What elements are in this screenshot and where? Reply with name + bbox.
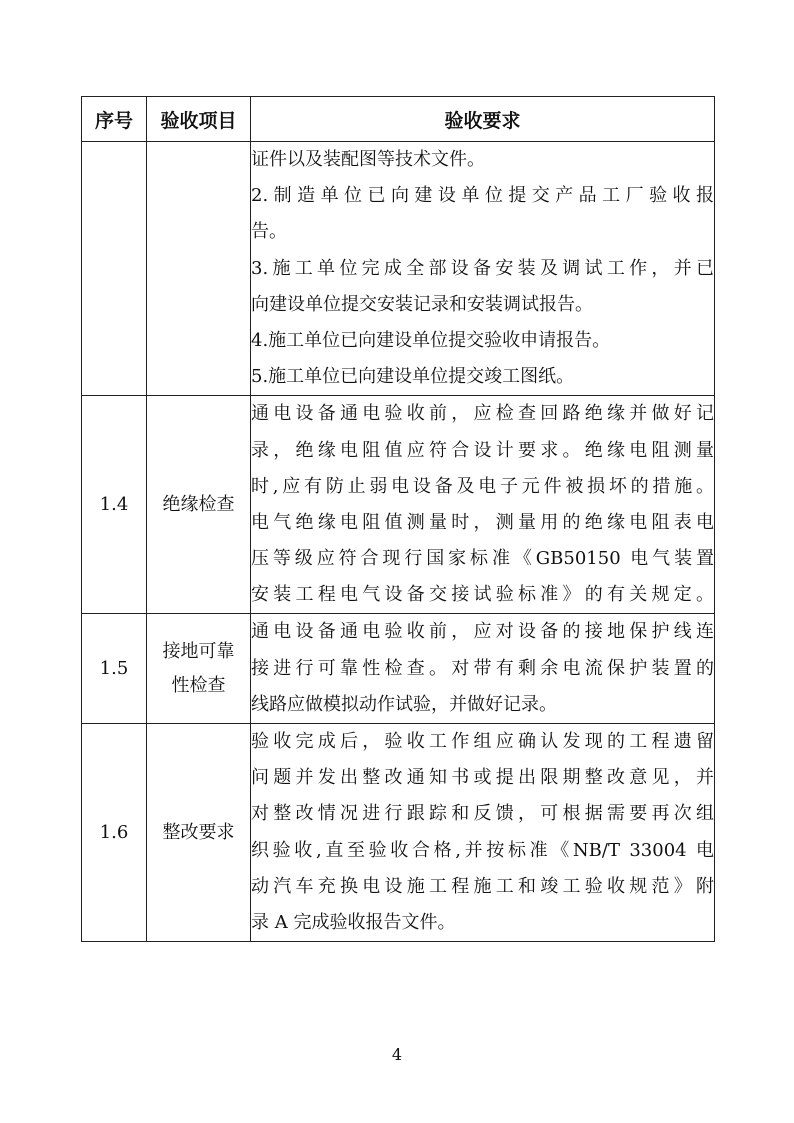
requirement-text-line: 录 A 完成验收报告文件。 [251,911,456,933]
row-acceptance-item [147,614,251,724]
page-number: 4 [391,1045,403,1064]
row-acceptance-requirement [251,614,715,724]
requirement-text-line: 证件以及装配图等技术文件。 [251,149,485,170]
requirement-text-line: 动汽车充换电设施工程施工和竣工验收规范》附 [251,875,714,897]
requirement-text-line: 4.施工单位已向建设单位提交验收申请报告。 [251,329,611,351]
row-serial-no: 1.4 [82,396,147,614]
requirement-text-line: 通电设备通电验收前，应对设备的接地保护线连 [251,621,714,643]
row-acceptance-item [147,142,251,396]
requirement-text-line: 电气绝缘电阻值测量时，测量用的绝缘电阻表电 [251,511,714,533]
item-text-line: 性检查 [171,674,226,696]
table-row [82,614,715,724]
requirement-text-line: 安装工程电气设备交接试验标准》的有关规定。 [251,584,714,606]
requirement-text-line: 压等级应符合现行国家标准《GB50150 电气装置 [251,548,714,570]
header-serial-no: 序号 [82,97,147,142]
requirement-text-line: 接进行可靠性检查。对带有剩余电流保护装置的 [251,657,714,679]
requirement-text-line: 5.施工单位已向建设单位提交竣工图纸。 [251,366,575,388]
header-acceptance-item: 验收项目 [147,97,251,142]
table-row [82,396,715,614]
requirement-text-line: 通电设备通电验收前，应检查回路绝缘并做好记 [251,403,714,425]
item-text-line: 绝缘检查 [162,493,235,515]
table-row [82,142,715,396]
requirement-text-line: 时,应有防止弱电设备及电子元件被损坏的措施。 [251,475,714,497]
item-text-line: 整改要求 [162,821,235,843]
row-acceptance-item [147,724,251,942]
item-text-line: 接地可靠 [162,640,235,662]
row-serial-no: 1.6 [82,724,147,942]
requirement-text-line: 告。 [251,221,287,243]
row-serial-no: 1.5 [82,614,147,724]
header-acceptance-requirement: 验收要求 [251,97,715,142]
row-acceptance-requirement [251,396,715,614]
table-header-row [82,97,715,142]
row-serial-no [82,142,147,396]
requirement-text-line: 织验收,直至验收合格,并按标准《NB/T 33004 电 [251,839,714,861]
requirement-text-line: 验收完成后，验收工作组应确认发现的工程遗留 [251,731,714,752]
table-row [82,724,715,942]
acceptance-table [81,96,715,942]
requirement-text-line: 3.施工单位完成全部设备安装及调试工作，并已 [251,257,714,279]
row-acceptance-item [147,396,251,614]
requirement-text-line: 向建设单位提交安装记录和安装调试报告。 [251,293,593,315]
requirement-text-line: 对整改情况进行跟踪和反馈，可根据需要再次组 [251,803,714,825]
requirement-text-line: 2.制造单位已向建设单位提交产品工厂验收报 [251,185,714,207]
requirement-text-line: 问题并发出整改通知书或提出限期整改意见，并 [251,767,714,789]
requirement-text-line: 录，绝缘电阻值应符合设计要求。绝缘电阻测量 [251,439,714,461]
row-acceptance-requirement [251,142,715,396]
row-acceptance-requirement [251,724,715,942]
requirement-text-line: 线路应做模拟动作试验，并做好记录。 [251,693,557,715]
